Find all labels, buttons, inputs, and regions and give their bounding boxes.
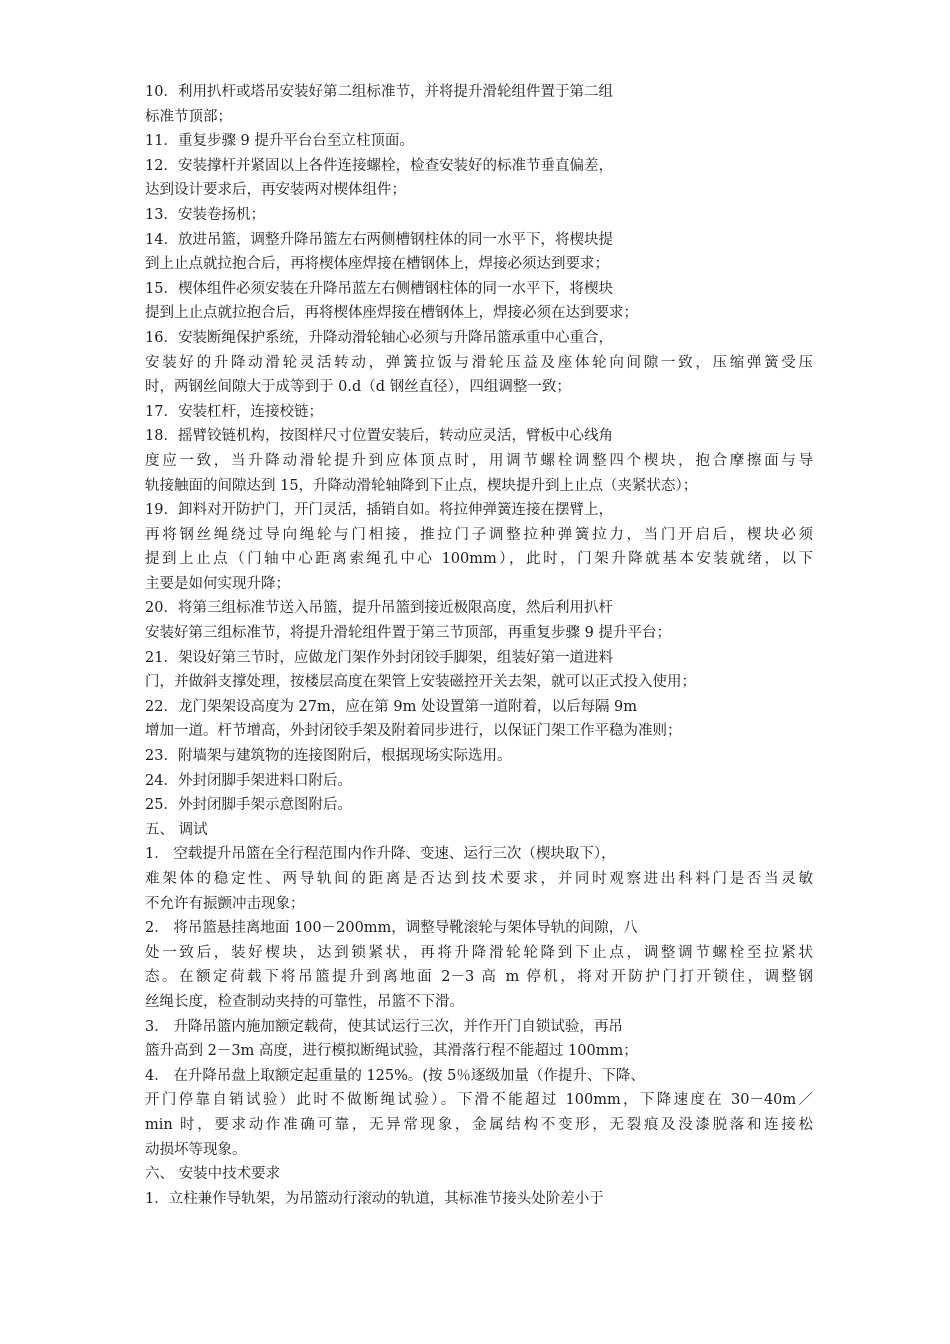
text-line: 20．将第三组标准节送入吊篮，提升吊篮到接近极限高度，然后利用扒杆	[145, 600, 613, 617]
text-line: 13．安装卷扬机；	[145, 206, 265, 223]
text-line: 15．楔体组件必须安装在升降吊蓝左右侧槽钢柱体的同一水平下，将楔块	[145, 280, 613, 297]
text-line: 17．安装杠杆，连接校链；	[145, 403, 323, 420]
text-line: 六、 安装中技术要求	[145, 1166, 281, 1183]
text-line: 增加一道。杆节增高，外封闭铰手架及附着同步进行，以保证门架工作平稳为准则；	[145, 723, 682, 740]
text-line: 安装好第三组标准节，将提升滑轮组件置于第三节顶部，再重复步骤 9 提升平台；	[145, 625, 671, 642]
text-line: min 时，要求动作准确可靠，无异常现象，金属结构不变形，无裂痕及没漆脱落和连接松	[145, 1116, 813, 1133]
text-line: 主要是如何实现升降；	[145, 575, 290, 592]
text-line: 11．重复步骤 9 提升平台台至立柱顶面。	[145, 133, 414, 150]
text-line: 动损坏等现象。	[145, 1141, 247, 1158]
text-line: 达到设计要求后，再安装两对楔体组件；	[145, 182, 406, 199]
text-line: 16．安装断绳保护系统，升降动滑轮轴心必须与升降吊篮承重中心重合，	[145, 329, 613, 346]
text-line: 篮升高到 2－3m 高度，进行模拟断绳试验，其滑落行程不能超过 100mm；	[145, 1043, 638, 1060]
text-line: 丝绳长度，检查制动夹持的可靠性，吊篮不下滑。	[145, 993, 464, 1010]
text-line: 24．外封闭脚手架进料口附后。	[145, 772, 352, 789]
text-line: 25．外封闭脚手架示意图附后。	[145, 797, 352, 814]
text-line: 3． 升降吊篮内施加额定载荷，使其试运行三次，并作开门自锁试验，再吊	[145, 1018, 623, 1035]
text-line: 安装好的升降动滑轮灵活转动，弹簧拉饭与滑轮压益及座体轮向间隙一致，压缩弹簧受压	[145, 354, 813, 371]
text-line: 难架体的稳定性、两导轨间的距离是否达到技术要求，并同时观察进出科料门是否当灵敏	[145, 871, 813, 887]
text-line: 标准节顶部；	[145, 108, 232, 125]
text-line: 提到上止点（门轴中心距离索绳孔中心 100mm），此时，门架升降就基本安装就绪，以下	[145, 551, 813, 568]
text-line: 1．立柱兼作导轨架，为吊篮动行滚动的轨道，其标准节接头处阶差小于	[145, 1190, 604, 1207]
text-line: 态。在额定荷载下将吊篮提升到离地面 2－3 高 m 停机，将对开防护门打开锁住，调整钢	[145, 969, 813, 986]
text-line: 18．摇臂铰链机构，按图样尺寸位置安装后，转动应灵活，臂板中心线角	[145, 428, 613, 445]
text-line: 五、 调试	[145, 821, 208, 838]
text-line: 时，两钢丝间隙大于成等到于 0.d（d 钢丝直径），四组调整一致；	[145, 379, 571, 396]
text-line: 4． 在升降吊盘上取额定起重量的 125%。(按 5％逐级加量（作提升、下降、	[145, 1067, 645, 1084]
text-line: 2． 将吊篮悬挂离地面 100－200mm，调整导靴滚轮与架体导轨的间隙，八	[145, 920, 638, 937]
text-line: 1． 空载提升吊篮在全行程范围内作升降、变速、运行三次（楔块取下），	[145, 846, 616, 863]
text-line: 不允许有振颤冲击现象；	[145, 895, 305, 912]
text-line: 度应一致，当升降动滑轮提升到应体顶点时，用调节螺栓调整四个楔块，抱合摩擦面与导	[145, 452, 813, 469]
text-line: 22．龙门架架设高度为 27m，应在第 9m 处设置第一道附着，以后每隔 9m	[145, 698, 638, 715]
text-line: 轨接触面的间隙达到 15，升降动滑轮轴降到下止点，楔块提升到上止点（夹紧状态）；	[145, 477, 698, 494]
text-line: 提到上止点就拉抱合后，再将楔体座焊接在槽钢体上，焊接必须在达到要求；	[145, 305, 638, 322]
text-line: 再将钢丝绳绕过导向绳轮与门相接，推拉门子调整拉种弹簧拉力，当门开启后，楔块必须	[145, 526, 813, 543]
text-line: 10．利用扒杆或塔吊安装好第二组标准节，并将提升滑轮组件置于第二组	[145, 84, 613, 100]
text-line: 12．安装撑杆并紧固以上各件连接螺栓，检查安装好的标准节垂直偏差，	[145, 157, 613, 174]
text-line: 21．架设好第三节时，应做龙门架作外封闭铰手脚架，组装好第一道进料	[145, 649, 613, 666]
document-page	[145, 80, 813, 1211]
text-line: 到上止点就拉抱合后，再将楔体座焊接在槽钢体上，焊接必须达到要求；	[145, 256, 609, 273]
text-line: 23．附墙架与建筑物的连接图附后，根据现场实际选用。	[145, 748, 512, 765]
text-line: 19．卸料对开防护门，开门灵活，插销自如。将拉伸弹簧连接在摆臂上，	[145, 502, 613, 519]
text-line: 门，并做斜支撑处理，按楼层高度在架管上安装磁控开关去架，就可以正式投入使用；	[145, 674, 696, 691]
text-line: 开门停靠自销试验）此时不做断绳试验）。下滑不能超过 100mm，下降速度在 30－40m／	[145, 1092, 813, 1109]
text-line: 处一致后，装好楔块，达到锁紧状，再将升降滑轮轮降到下止点，调整调节螺栓至拉紧状	[145, 944, 813, 961]
text-line: 14．放进吊篮，调整升降吊篮左右两侧槽钢柱体的同一水平下，将楔块提	[145, 231, 613, 248]
